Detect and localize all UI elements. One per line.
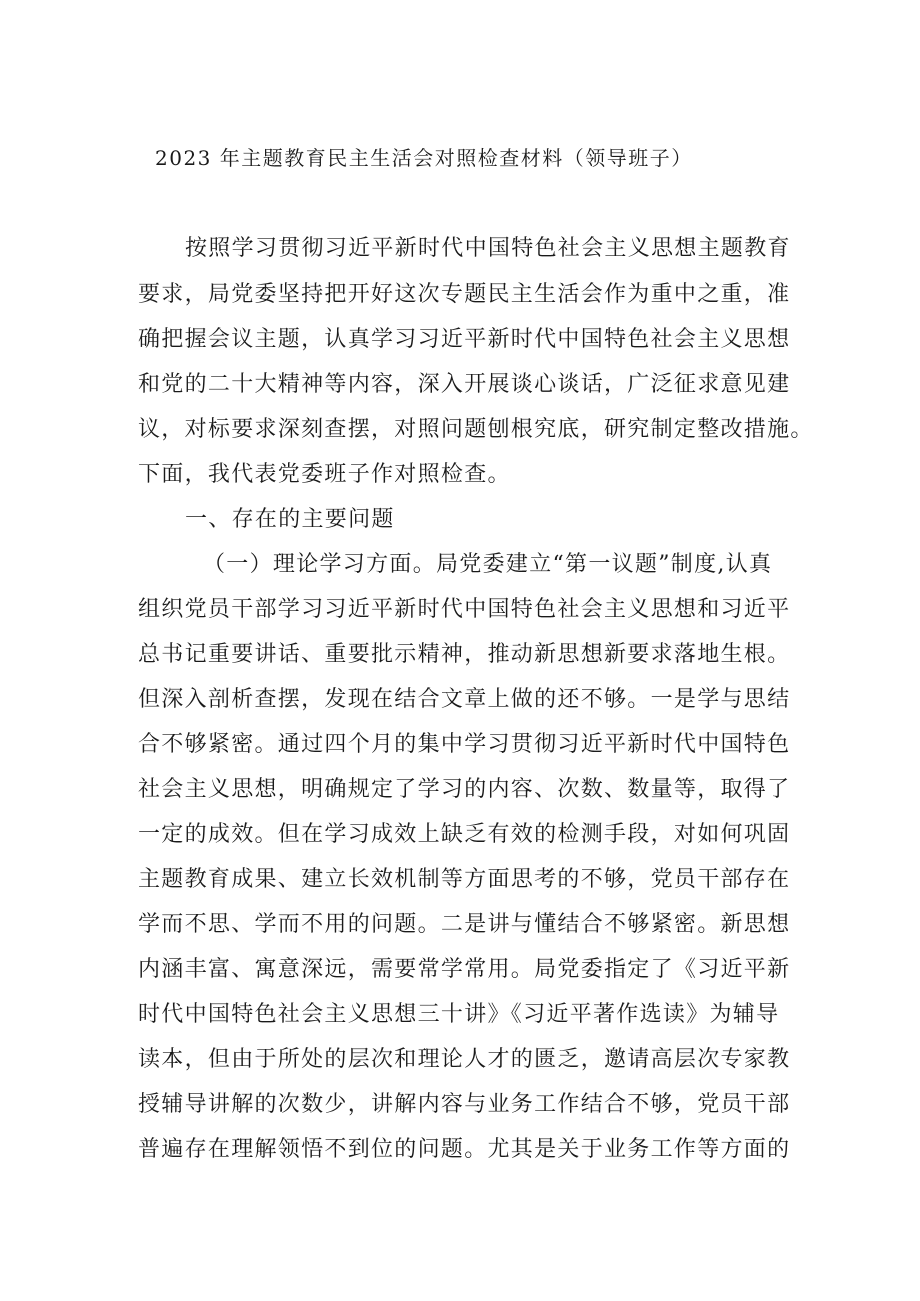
body-line: 合不够紧密。通过四个月的集中学习贯彻习近平新时代中国特色 (138, 732, 791, 757)
body-line: 授辅导讲解的次数少，讲解内容与业务工作结合不够，党员干部 (138, 1092, 791, 1117)
body-line: 要求，局党委坚持把开好这次专题民主生活会作为重中之重，准 (138, 282, 791, 307)
subsection-first-line: （一）理论学习方面。局党委建立“第一议题”制度,认真 (203, 552, 773, 577)
body-line: 读本，但由于所处的层次和理论人才的匮乏，邀请高层次专家教 (138, 1047, 791, 1072)
body-line: 但深入剖析查摆，发现在结合文章上做的还不够。一是学与思结 (138, 687, 791, 712)
body-line: 时代中国特色社会主义思想三十讲》《习近平著作选读》为辅导 (138, 1002, 780, 1027)
section-heading: 一、存在的主要问题 (185, 507, 395, 532)
body-line: 确把握会议主题，认真学习习近平新时代中国特色社会主义思想 (138, 327, 791, 352)
body-line: 一定的成效。但在学习成效上缺乏有效的检测手段，对如何巩固 (138, 822, 791, 847)
body-line: 组织党员干部学习习近平新时代中国特色社会主义思想和习近平 (138, 597, 791, 622)
body-line: 内涵丰富、寓意深远，需要常学常用。局党委指定了《习近平新 (138, 957, 791, 982)
body-line: 学而不思、学而不用的问题。二是讲与懂结合不够紧密。新思想 (138, 912, 791, 937)
body-line: 社会主义思想，明确规定了学习的内容、次数、数量等，取得了 (138, 777, 791, 802)
body-line: 总书记重要讲话、重要批示精神，推动新思想新要求落地生根。 (138, 642, 791, 667)
body-line: 议，对标要求深刻查摆，对照问题刨根究底，研究制定整改措施。 (138, 417, 814, 442)
body-line: 主题教育成果、建立长效机制等方面思考的不够，党员干部存在 (138, 867, 791, 892)
document-title: 2023 年主题教育民主生活会对照检查材料（领导班子） (155, 146, 693, 170)
body-line: 按照学习贯彻习近平新时代中国特色社会主义思想主题教育 (185, 236, 791, 261)
body-line: 下面，我代表党委班子作对照检查。 (138, 462, 511, 487)
body-line: 普遍存在理解领悟不到位的问题。尤其是关于业务工作等方面的 (138, 1137, 791, 1162)
body-line: 和党的二十大精神等内容，深入开展谈心谈话，广泛征求意见建 (138, 372, 791, 397)
